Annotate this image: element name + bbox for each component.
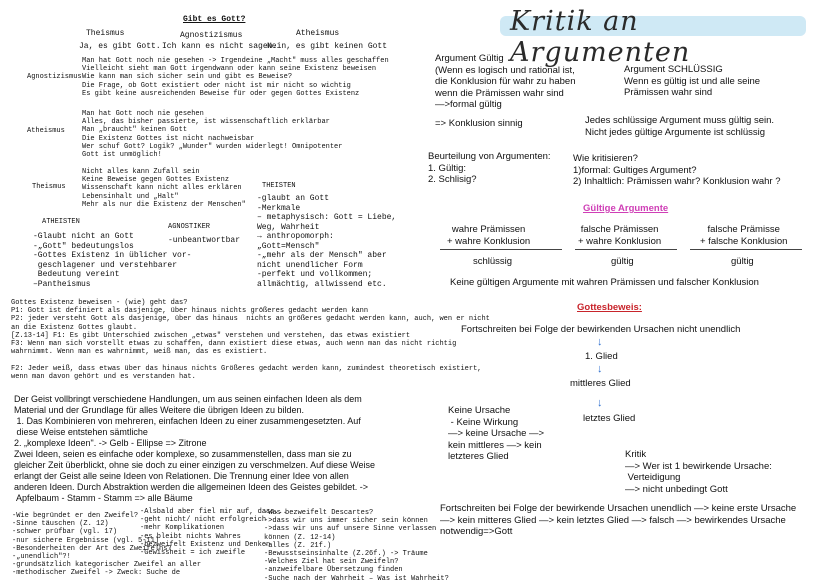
page-heading: Gibt es Gott? [183,15,246,24]
glied-mittleres: mittleres Glied [570,378,631,389]
geist-section: Der Geist vollbringt verschiedene Handlungen, um aus seinen einfachen Ideen als dem Material und der Grundlage für alles Weitere die übrigen Ideen zu bilden. 1. Das Kombinieren von mehreren, einfachen Ideen zu einer zusammengesetzten. Auf diese Weise entstehen sämtliche 2. „komplexe Ideen". -> Gelb - Ellipse => Zitrone Zwei Ideen, seien es einfache oder komplexe, so zusammenstellen, dass man sie zu gleicher Zeit überblickt, ohne sie doch zu einer einzigen zu verschmelzen. Auf diese Weise erlangt der Geist alle seine Ideen von Relationen. Die Trennung einer Idee von allen anderen Ideen. Durch Abstraktion werden die allgemeinen Ideen des Geistes gebildet. -> Apfelbaum - Stamm - Stamm => alle Bäume [14,394,376,503]
fortschreiten-unendlich: Fortschreiten bei Folge der bewirkende Ursachen unendlich —> keine erste Ursache —> kein mitteres Glied —> kein letztes Glied —> falsch —> bewirkendes Ursache notwendig=>Gott [440,503,797,537]
glied-1: 1. Glied [585,351,618,362]
zweifel-column-1: -Wie begründet er den Zweifel? -Sinne täuschen (Z. 12) -schwer prüfbar (vgl. 17) -nur sichere Ergebnisse (vgl. 5-11) -Besonderheiten der Art des Zweifelns? -„unendlich"?! -grundsätzlich kategorischer Zweifel an aller -methodischer Zweifel -> Zweck: Suche de [12,512,202,578]
col-head-atheismus: Atheismus [296,29,340,38]
divider-3 [690,249,802,250]
atheisten-heading: ATHEISTEN [42,218,80,226]
divider-1 [440,249,562,250]
text-atheismus: Man hat Gott noch nie gesehen Alles, das bisher passierte, ist wissenschaftlich erklärbar Man „braucht" keinen Gott Die Existenz Gottes ist nicht nachweisbar Wer schuf Gott? Logik? „Wunder" wurden widerlegt! Omnipotenter Gott ist unmöglich! [82,110,343,160]
text-theismus: Nicht alles kann Zufall sein Keine Beweise gegen Gottes Existenz Wissenschaft kann nicht alles erklären Lebensinhalt und „Halt" Mehr als nur die Existenz der Menschen" [82,168,246,209]
atheisten-list: -Glaubt nicht an Gott -„Gott" bedeutungslos -Gottes Existenz in üblicher vor- geschlagener und verstehbarer Bedeutung vereint –Pantheismus [33,232,192,289]
fortschreiten-nicht-unendlich: Fortschreiten bei Folge der bewirkenden Ursachen nicht unendlich [461,324,741,335]
schluessig-note: Jedes schlüssige Argument muss gültig sein. Nicht jedes gültige Argumente ist schlüssig [585,115,775,138]
col-head-theismus: Theismus [86,29,125,38]
agnostiker-heading: AGNOSTIKER [168,223,211,231]
label-agnostizismus: Agnostizismus [27,73,82,81]
glied-letztes: letztes Glied [583,413,636,424]
keine-ursache: Keine Ursache - Keine Wirkung —> keine Ursache —> kein mittleres —> kein letzteres Glied [448,405,545,462]
col-head-agnostizismus: Agnostizismus [180,31,243,40]
arrow-down-icon: ↓ [597,397,603,409]
gottesbeweis-heading: Gottesbeweis: [577,302,642,313]
argument-gueltig: Argument Gültig (Wenn es logisch und rational ist, die Konklusion für wahr zu haben wenn die Prämissen wahr sind —>formal gültig [435,53,576,110]
result-gueltig-1: gültig [611,256,634,267]
kritik-block: Kritik —> Wer ist 1 bewirkende Ursache: Verteidigung —> nicht unbedingt Gott [625,449,772,495]
text-agnostizismus: Man hat Gott noch nie gesehen -> Irgendeine „Macht" muss alles geschaffen Vielleicht sieht man Gott irgendwann oder kann seine Existenz beweisen Wie kann man sich sicher sein und gibt es Beweise? Die Frage, ob Gott existiert oder nicht ist mir nicht so wichtig Es gibt keine ausreichenden Beweise für oder gegen Gottes Existenz [82,57,389,98]
arrow-down-icon: ↓ [597,336,603,348]
keine-gueltigen: Keine gültigen Argumente mit wahren Prämissen und falscher Konklusion [450,277,759,288]
agnostiker-list: -unbeantwortbar [168,236,241,245]
case-falsche-praemissen-wahre: falsche Prämissen + wahre Konklusion [578,224,662,247]
theisten-heading: THEISTEN [262,182,296,190]
zweifel-column-3: -Was bezweifelt Descartes? ->dass wir uns immer sicher sein können ->dass wir uns auf unsere Sinne verlassen können (Z. 12-14) -alles (Z. 21f.) -Bewusstseinsinhalte (Z.26f.) -> Träume -Welches Ziel hat sein Zweifeln? -anzweifelbare Übersetzung finden -Suche nach der Wahrheit – Was ist Wahrheit? [264,509,449,583]
konklusion-sinnig: => Konklusion sinnig [435,118,523,129]
argument-schluessig: Argument SCHLÜSSIG Wenn es gültig ist und alle seine Prämissen wahr sind [624,64,761,98]
col-answer-agnostizismus: Ich kann es nicht sagen. [162,42,278,51]
result-gueltig-2: gültig [731,256,754,267]
theisten-list: -glaubt an Gott -Merkmale – metaphysisch: Gott = Liebe, Weg, Wahrheit → anthropomorph: „Gott=Mensch" -„mehr als der Mensch" aber nicht unendlicher Form -perfekt und vollkommen; allmächtig, allwissend etc. [257,194,397,289]
result-schluessig: schlüssig [473,256,513,267]
case-falsche-praemissen-falsche: falsche Prämisse + falsche Konklusion [700,224,788,247]
case-wahre-praemissen: wahre Prämissen + wahre Konklusion [447,224,531,247]
page-title: Kritik an Argumenten [510,6,691,68]
col-answer-theismus: Ja, es gibt Gott. [79,42,161,51]
divider-2 [575,249,677,250]
proof-section: Gottes Existenz beweisen - (wie) geht das? P1: Gott ist definiert als dasjenige, über hinaus nichts größeres gedacht werden kann P2: jeder versteht Gott als dasjenige, über das hinaus nichts an größeres gedacht werden kann, auch, wen er nicht an die Existenz Gottes glaubt. [Z.13-14] F1: Es gibt Unterschied zwischen „etwas" verstehen und verstehen, das etwas existiert F3: Wenn man sich vorstellt etwas zu schaffen, dann existiert diese etwas, auch wenn man das nicht richtig wahrnimmt. Wenn man es wahrnimmt, weiß man, das es existiert. F2: Jeder weiß, dass etwas über das hinaus nichts Größeres gedacht werden kann, zumindest theoretisch existiert, wenn man davon gehört und es verstanden hat. [11,299,490,381]
beurteilung: Beurteilung von Argumenten: 1. Gültig: 2. Schlisig? [428,151,551,185]
arrow-down-icon: ↓ [597,363,603,375]
wie-kritisieren: Wie kritisieren? 1)formal: Gultiges Argument? 2) Inhaltlich: Prämissen wahr? Konklusion wahr ? [573,153,781,187]
zweifel-column-2: -Alsbald aber fiel mir auf, dass... -geht nicht/ nicht erfolgreich -mehr Komplikationen -es bleibt nichts Wahres -bezweifelt Existenz und Denken -Gewissheit = ich zweifle [140,508,288,558]
gueltige-argumente-heading: Gültige Argumente [583,203,669,214]
label-theismus: Theismus [32,183,66,191]
col-answer-atheismus: Nein, es gibt keinen Gott [267,42,388,51]
label-atheismus: Atheismus [27,127,65,135]
